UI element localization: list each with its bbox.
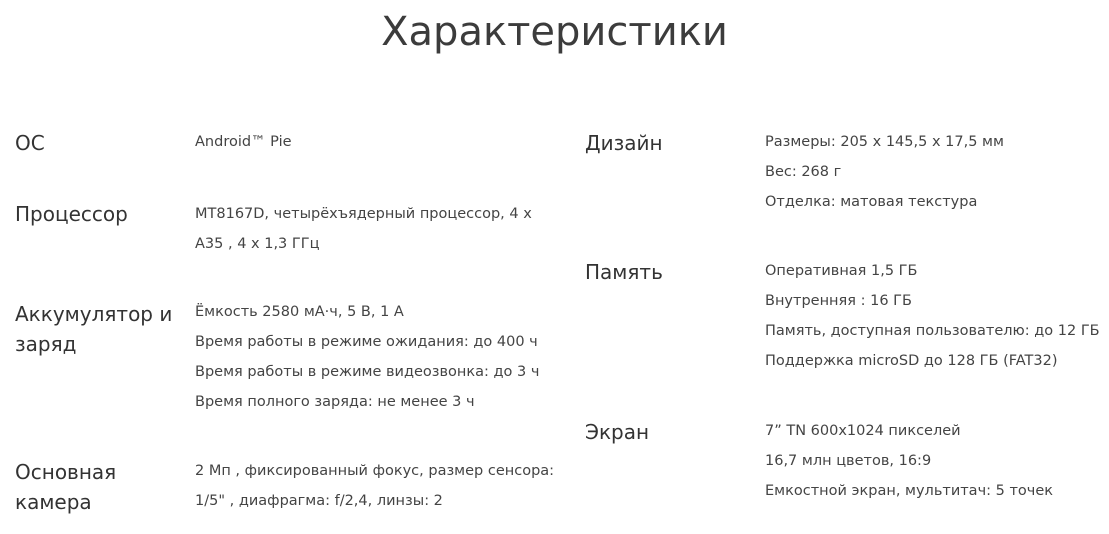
spec-values-memory bbox=[765, 256, 1105, 376]
spec-value: Память, доступная пользователю: до 12 ГБ bbox=[765, 323, 1100, 339]
spec-value: Отделка: матовая текстура bbox=[765, 194, 978, 210]
spec-value: Оперативная 1,5 ГБ bbox=[765, 263, 918, 279]
spec-label-screen: Экран bbox=[585, 420, 650, 444]
spec-values-processor bbox=[195, 199, 535, 259]
spec-label-camera: Основная камера bbox=[15, 460, 117, 514]
spec-values-design bbox=[765, 127, 1105, 217]
spec-values-os bbox=[195, 127, 555, 157]
spec-value: Время работы в режиме ожидания: до 400 ч bbox=[195, 334, 538, 350]
spec-value: Вес: 268 г bbox=[765, 164, 842, 180]
spec-value: Поддержка microSD до 128 ГБ (FAT32) bbox=[765, 353, 1058, 369]
spec-label-design: Дизайн bbox=[585, 131, 663, 155]
spec-value: Ёмкость 2580 мА·ч, 5 В, 1 А bbox=[195, 304, 404, 320]
spec-value: MT8167D, четырёхъядерный процессор, 4 x A35 , 4 x 1,3 ГГц bbox=[195, 206, 532, 252]
spec-values-camera bbox=[195, 456, 560, 516]
spec-values-battery bbox=[195, 297, 555, 417]
spec-label-battery: Аккумулятор и заряд bbox=[15, 302, 173, 356]
spec-value: Android™ Pie bbox=[195, 134, 292, 150]
spec-label-processor: Процессор bbox=[15, 202, 128, 226]
spec-value: 2 Мп , фиксированный фокус, размер сенсора: 1/5" , диафрагма: f/2,4, линзы: 2 bbox=[195, 463, 555, 509]
spec-label-os: ОС bbox=[15, 131, 45, 155]
spec-value: 7” TN 600x1024 пикселей bbox=[765, 423, 961, 439]
spec-value: Время полного заряда: не менее 3 ч bbox=[195, 394, 475, 410]
spec-value: Время работы в режиме видеозвонка: до 3 ч bbox=[195, 364, 540, 380]
spec-value: Внутренняя : 16 ГБ bbox=[765, 293, 912, 309]
spec-values-screen bbox=[765, 416, 1105, 506]
spec-value: Емкостной экран, мультитач: 5 точек bbox=[765, 483, 1054, 499]
page-title: Характеристики bbox=[381, 9, 728, 55]
spec-label-memory: Память bbox=[585, 260, 663, 284]
spec-value: 16,7 млн цветов, 16:9 bbox=[765, 453, 932, 469]
spec-value: Размеры: 205 x 145,5 x 17,5 мм bbox=[765, 134, 1004, 150]
